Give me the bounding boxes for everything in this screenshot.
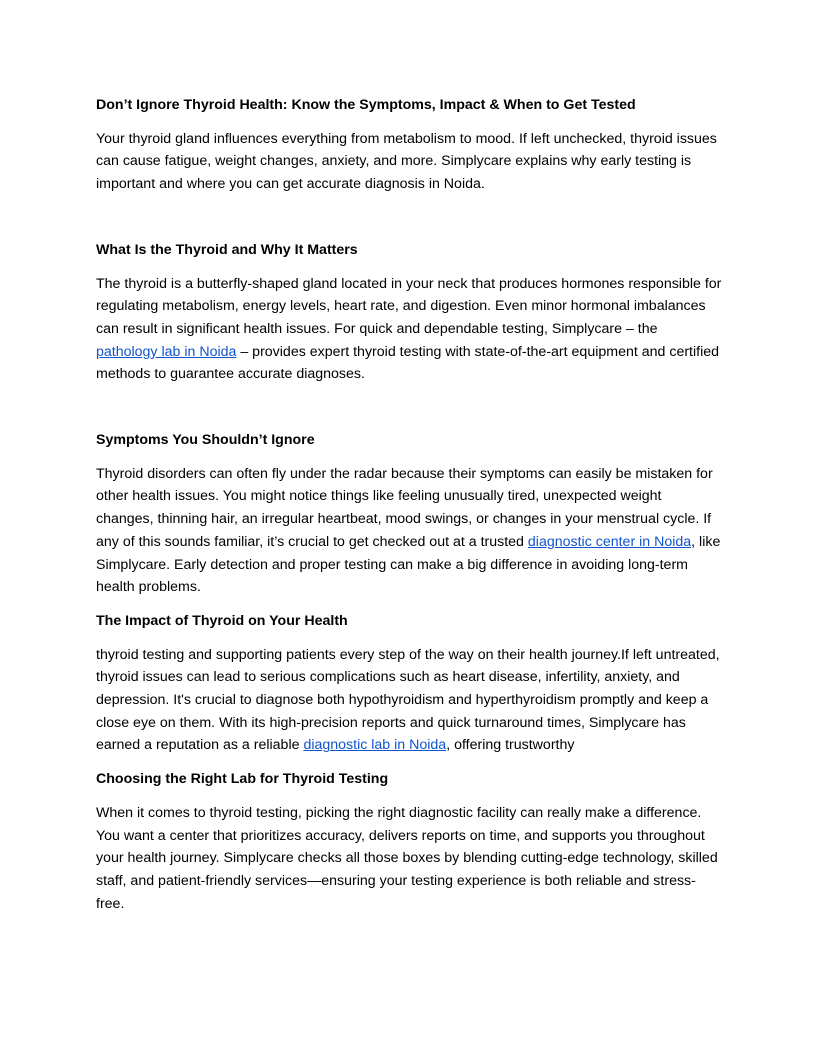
intro-paragraph: Your thyroid gland influences everything from metabolism to mood. If left unchecked, thyroid issues can cause fatigue, weight changes, anxiety, and more. Simplycare explains why early testing is important and where you can get accurate diagnosis in Noida. bbox=[96, 130, 717, 193]
diagnostic-lab-link[interactable]: diagnostic lab in Noida bbox=[303, 737, 447, 754]
paragraph-text: , like Simplycare. Early detection and proper testing can make a big difference in avoiding long-term health problems. bbox=[96, 533, 721, 596]
paragraph-text: Thyroid disorders can often fly under the radar because their symptoms can easily be mistaken for other health issues. You might notice things like feeling unusually tired, unexpected weight changes, thinning hair, an irregular heartbeat, mood swings, or changes in your menstrual cycle. If any of this sounds familiar, it’s crucial to get checked out at a trusted bbox=[96, 465, 713, 550]
paragraph-text: The thyroid is a butterfly-shaped gland located in your neck that produces hormones responsible for regulating metabolism, energy levels, heart rate, and digestion. Even minor hormonal imbalances can result in significant health issues. For quick and dependable testing, Simplycare – the bbox=[96, 275, 722, 337]
section-paragraph-impact bbox=[96, 644, 722, 758]
section-paragraph-choosing-lab: When it comes to thyroid testing, picking the right diagnostic facility can really make a difference. You want a center that prioritizes accuracy, delivers reports on time, and supports you throughout your health journey. Simplycare checks all those boxes by blending cutting-edge technology, skilled staff, and patient-friendly services—ensuring your testing experience is both reliable and stress-free. bbox=[96, 804, 718, 912]
section-paragraph-thyroid-matters bbox=[96, 273, 722, 387]
paragraph-text: , offering trustworthy bbox=[446, 737, 575, 754]
diagnostic-center-link[interactable]: diagnostic center in Noida bbox=[527, 533, 692, 550]
paragraph-text: thyroid testing and supporting patients every step of the way on their health journey.If left untreated, thyroid issues can lead to serious complications such as heart disease, infertility, anxiety, and depression. It's crucial to diagnose both hypothyroidism and hyperthyroidism promptly and keep a close eye on them. With its high-precision reports and quick turnaround times, Simplycare has earned a reputation as a reliable bbox=[96, 646, 720, 754]
section-heading-thyroid-matters: What Is the Thyroid and Why It Matters bbox=[96, 241, 358, 258]
section-paragraph-symptoms bbox=[96, 463, 722, 599]
pathology-lab-link[interactable]: pathology lab in Noida bbox=[96, 343, 237, 360]
section-heading-choosing-lab: Choosing the Right Lab for Thyroid Testing bbox=[96, 771, 389, 788]
document-title: Don’t Ignore Thyroid Health: Know the Symptoms, Impact & When to Get Tested bbox=[96, 97, 636, 113]
section-heading-symptoms: Symptoms You Shouldn’t Ignore bbox=[96, 432, 315, 449]
document-page bbox=[96, 94, 722, 915]
section-heading-impact: The Impact of Thyroid on Your Health bbox=[96, 612, 348, 629]
paragraph-text: – provides expert thyroid testing with state-of-the-art equipment and certified methods to guarantee accurate diagnoses. bbox=[96, 343, 720, 383]
